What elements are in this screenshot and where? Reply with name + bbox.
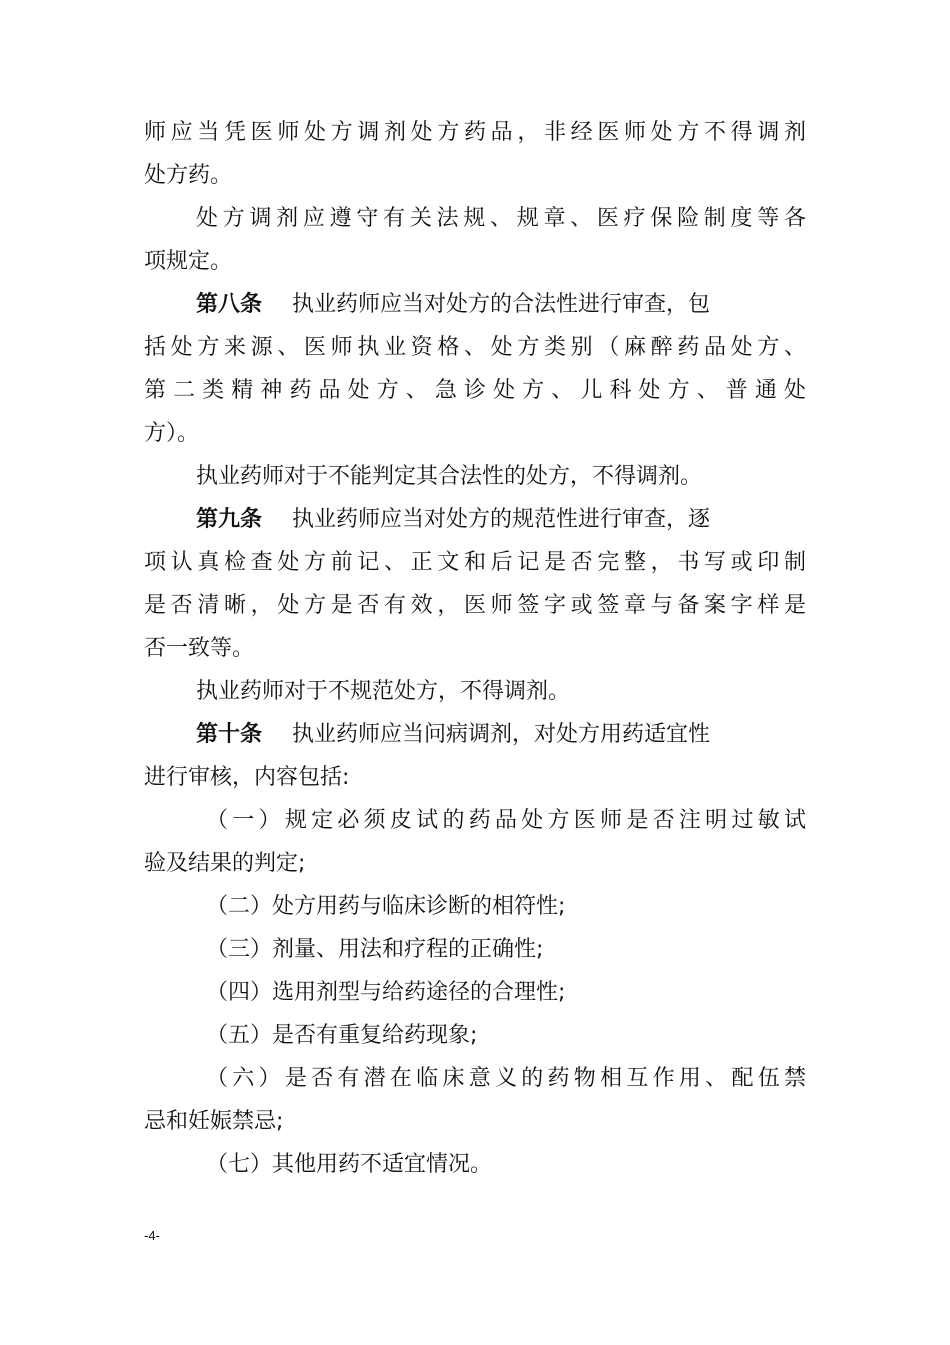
- list-item: （四）选用剂型与给药途径的合理性;: [206, 980, 566, 1005]
- text-line: 师应当凭医师处方调剂处方药品，非经医师处方不得调剂: [144, 120, 806, 145]
- text-line: 进行审核，内容包括:: [144, 765, 350, 790]
- text-line: 执业药师对于不规范处方，不得调剂。: [196, 679, 571, 704]
- list-item: （五）是否有重复给药现象;: [206, 1023, 478, 1048]
- text-line: 第二类精神药品处方、急诊处方、儿科处方、普通处: [144, 378, 806, 403]
- text-line: 处方药。: [144, 163, 233, 188]
- text-line: 验及结果的判定;: [144, 851, 306, 876]
- list-item: （七）其他用药不适宜情况。: [206, 1152, 493, 1177]
- list-item: （六）是否有潜在临床意义的药物相互作用、配伍禁: [206, 1066, 806, 1091]
- text-line: 项认真检查处方前记、正文和后记是否完整，书写或印制: [144, 550, 806, 575]
- text-line: 忌和妊娠禁忌;: [144, 1109, 284, 1134]
- article-9-heading-line: 第九条 执业药师应当对处方的规范性进行审查，逐: [196, 507, 711, 532]
- text-line: 执业药师对于不能判定其合法性的处方，不得调剂。: [196, 464, 703, 489]
- text-line: 否一致等。: [144, 636, 255, 661]
- list-item: （一）规定必须皮试的药品处方医师是否注明过敏试: [206, 808, 806, 833]
- article-10-title: 第十条: [196, 722, 263, 747]
- article-8-title: 第八条: [196, 292, 263, 317]
- list-item: （二）处方用药与临床诊断的相符性;: [206, 894, 566, 919]
- article-9-title: 第九条: [196, 507, 263, 532]
- text-line: 括处方来源、医师执业资格、处方类别（麻醉药品处方、: [144, 335, 806, 360]
- text-line: 处方调剂应遵守有关法规、规章、医疗保险制度等各: [196, 206, 806, 231]
- text-line: 方）。: [144, 421, 200, 446]
- article-10-heading-line: 第十条 执业药师应当问病调剂，对处方用药适宜性: [196, 722, 711, 747]
- list-item: （三）剂量、用法和疗程的正确性;: [206, 937, 544, 962]
- article-8-heading-line: 第八条 执业药师应当对处方的合法性进行审查，包: [196, 292, 711, 317]
- page-number: -4-: [144, 1228, 160, 1243]
- text-line: 是否清晰，处方是否有效，医师签字或签章与备案字样是: [144, 593, 806, 618]
- text-line: 项规定。: [144, 249, 233, 274]
